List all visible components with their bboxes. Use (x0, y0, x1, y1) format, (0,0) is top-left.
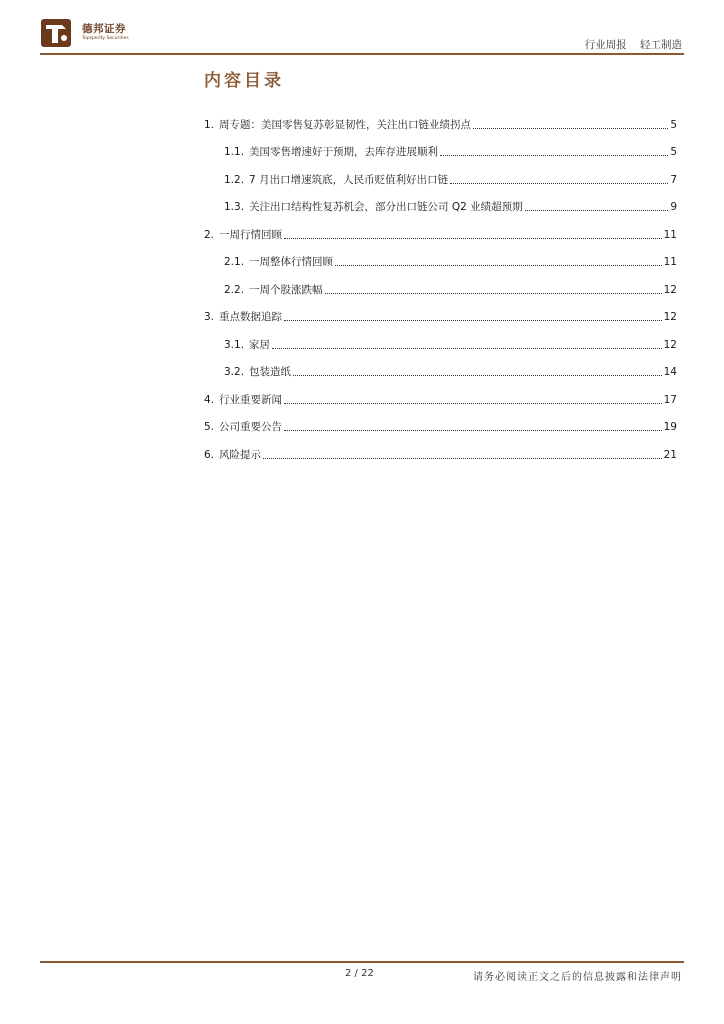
toc-entry-number: 5. (204, 421, 215, 433)
toc-entry[interactable] (204, 269, 677, 297)
toc-entry-title: 家居 (249, 338, 271, 351)
toc-dot-leader (284, 403, 662, 404)
toc-entry-page: 12 (663, 311, 677, 323)
toc-entry-page: 11 (663, 228, 677, 241)
toc-entry-title: 美国零售增速好于预期，去库存进展顺利 (249, 146, 439, 158)
toc-entry[interactable] (204, 407, 677, 435)
toc-entry-title: 一周整体行情回顾 (249, 256, 334, 268)
brand-name: 德邦证券 (82, 23, 126, 35)
toc-dot-leader (473, 128, 668, 129)
toc-entry[interactable] (204, 379, 677, 407)
report-industry: 轻工制造 (640, 39, 682, 51)
toc-entry-number: 2.1. (224, 256, 245, 268)
header-meta (585, 37, 682, 52)
toc-entry-title: 7 月出口增速筑底，人民币贬值利好出口链 (249, 173, 449, 186)
toc-dot-leader (525, 210, 669, 211)
toc-entry-title: 包装造纸 (249, 366, 292, 378)
toc-entry-number: 1.3. (224, 201, 245, 213)
toc-entry[interactable] (204, 159, 677, 187)
toc-entry[interactable] (204, 324, 677, 352)
toc-entry[interactable] (204, 132, 677, 160)
toc-dot-leader (335, 265, 662, 266)
toc-entry-number: 3.1. (224, 338, 245, 351)
toc-entry-number: 1. (204, 118, 215, 131)
toc-entry-number: 1.1. (224, 146, 245, 158)
toc-entry-page: 17 (663, 393, 677, 406)
toc-entry-title: 关注出口结构性复苏机会，部分出口链公司 Q2 业绩超预期 (249, 201, 523, 213)
toc-entry-title: 一周个股涨跌幅 (249, 283, 323, 296)
toc-entry-title: 风险提示 (219, 448, 262, 461)
brand-logo (40, 16, 150, 52)
toc-dot-leader (263, 458, 662, 459)
toc-entry-page: 7 (670, 173, 677, 186)
toc-entry[interactable] (204, 242, 677, 270)
toc-entry-page: 11 (663, 256, 677, 268)
toc-entry-number: 1.2. (224, 173, 245, 186)
toc-entry-page: 19 (663, 421, 677, 433)
logo-mark-icon (40, 16, 74, 50)
table-of-contents (204, 104, 677, 462)
toc-dot-leader (272, 348, 662, 349)
toc-dot-leader (293, 375, 662, 376)
toc-entry-page: 12 (663, 283, 677, 296)
toc-entry-number: 3.2. (224, 366, 245, 378)
toc-entry[interactable] (204, 214, 677, 242)
toc-entry-number: 2. (204, 228, 215, 241)
toc-dot-leader (284, 238, 662, 239)
toc-entry-page: 5 (670, 146, 677, 158)
toc-entry-page: 9 (670, 201, 677, 213)
toc-entry[interactable] (204, 187, 677, 215)
toc-entry-number: 4. (204, 393, 215, 406)
toc-entry[interactable] (204, 434, 677, 462)
legal-disclaimer: 请务必阅读正文之后的信息披露和法律声明 (473, 972, 682, 983)
toc-dot-leader (440, 155, 668, 156)
toc-entry-page: 14 (663, 366, 677, 378)
toc-entry-page: 5 (670, 118, 677, 131)
toc-entry-number: 6. (204, 448, 215, 461)
toc-entry-page: 21 (663, 448, 677, 461)
toc-entry-number: 3. (204, 311, 215, 323)
header-divider (40, 53, 684, 55)
toc-entry-title: 重点数据追踪 (219, 311, 283, 323)
footer-divider (40, 961, 684, 963)
toc-entry-number: 2.2. (224, 283, 245, 296)
report-category: 行业周报 (584, 39, 627, 51)
toc-dot-leader (284, 430, 662, 431)
toc-entry[interactable] (204, 352, 677, 380)
toc-entry[interactable] (204, 297, 677, 325)
toc-entry-title: 行业重要新闻 (219, 393, 283, 406)
toc-entry-title: 周专题：美国零售复苏彰显韧性，关注出口链业绩拐点 (219, 118, 472, 131)
page-number: 2 / 22 (345, 968, 374, 979)
toc-dot-leader (284, 320, 662, 321)
toc-dot-leader (325, 293, 662, 294)
toc-entry[interactable] (204, 104, 677, 132)
toc-title: 内容目录 (204, 71, 284, 91)
brand-name-en: Topsperity Securities (82, 36, 129, 41)
toc-entry-title: 公司重要公告 (219, 421, 283, 433)
toc-entry-page: 12 (663, 338, 677, 351)
toc-dot-leader (450, 183, 668, 184)
toc-entry-title: 一周行情回顾 (219, 228, 283, 241)
